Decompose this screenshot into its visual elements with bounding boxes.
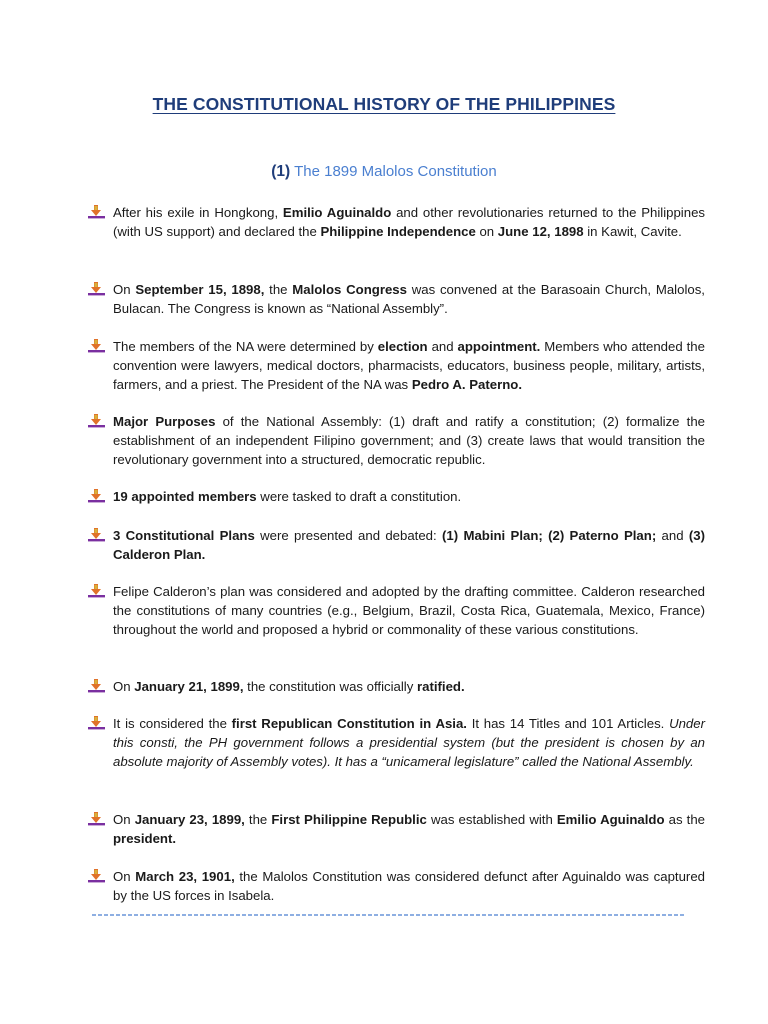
bullet-arrow-icon — [88, 679, 105, 693]
bullet-arrow-icon — [88, 339, 105, 353]
section-label: The 1899 Malolos Constitution — [294, 163, 497, 180]
text-run: September 15, 1898, — [135, 282, 265, 297]
bullet-item — [88, 714, 705, 771]
bullet-text — [113, 280, 705, 318]
text-run: and other revolutionaries returned to the Philippines (with US support) and declared the — [113, 205, 705, 239]
bullet-text — [113, 714, 705, 771]
bullet-text — [113, 677, 705, 696]
bullet-text — [113, 412, 705, 469]
bullet-item — [88, 280, 705, 318]
text-run: On — [113, 812, 135, 827]
page-title-text: THE CONSTITUTIONAL HISTORY OF THE PHILIPPINES — [152, 94, 616, 114]
text-run: March 23, 1901, — [135, 869, 235, 884]
text-run: president. — [113, 831, 177, 846]
bullet-arrow-icon — [88, 414, 105, 428]
text-run: the constitution was officially — [243, 679, 417, 694]
text-run: June 12, 1898 — [497, 224, 584, 239]
bullet-item — [88, 412, 705, 469]
bullet-item — [88, 677, 705, 696]
bullet-arrow-icon — [88, 205, 105, 219]
bullet-item — [88, 526, 705, 564]
text-run: the — [264, 282, 293, 297]
text-run: as the — [664, 812, 706, 827]
dashed-divider — [92, 914, 686, 916]
text-run: on — [475, 224, 498, 239]
text-run: It has 14 Titles and 101 Articles. — [466, 716, 670, 731]
text-run: 19 appointed members — [113, 489, 257, 504]
text-run: On — [113, 282, 136, 297]
bullet-item — [88, 810, 705, 848]
bullet-text — [113, 203, 705, 241]
text-run: the Malolos Constitution was considered defunct after Aguinaldo was captured by the US forces in Isabela. — [113, 869, 705, 903]
bullet-text — [113, 526, 705, 564]
text-run: ratified. — [417, 679, 465, 694]
text-run: 3 Constitutional Plans — [113, 528, 255, 543]
bullet-arrow-icon — [88, 584, 105, 598]
bullet-arrow-icon — [88, 528, 105, 542]
text-run: and — [427, 339, 458, 354]
page-title — [0, 94, 768, 115]
text-run: January 21, 1899, — [134, 679, 244, 694]
text-run: Pedro A. Paterno. — [411, 377, 522, 392]
text-run: appointment. — [457, 339, 541, 354]
text-run: (3) Calderon Plan. — [113, 528, 705, 562]
text-run: Emilio Aguinaldo — [282, 205, 392, 220]
bullet-arrow-icon — [88, 812, 105, 826]
bullet-item — [88, 337, 705, 394]
bullet-arrow-icon — [88, 282, 105, 296]
text-run: On — [113, 869, 136, 884]
text-run: Major Purposes — [113, 414, 216, 429]
text-run: (1) Mabini Plan; (2) Paterno Plan; — [442, 528, 657, 543]
bullet-arrow-icon — [88, 869, 105, 883]
text-run: After his exile in Hongkong, — [113, 205, 283, 220]
bullet-item — [88, 582, 705, 639]
text-run: and — [656, 528, 689, 543]
text-run: election — [377, 339, 428, 354]
text-run: was established with — [426, 812, 557, 827]
section-number: (1) — [271, 163, 291, 180]
section-heading — [0, 163, 768, 181]
text-run: Under this consti, the PH government follows a presidential system (but the president is chosen by an absolute majority of Assembly votes). It has a “unicameral legislature” called the National Assembly. — [113, 716, 705, 769]
text-run: were tasked to draft a constitution. — [256, 489, 462, 504]
bullet-item — [88, 203, 705, 241]
text-run: First Philippine Republic — [271, 812, 427, 827]
text-run: were presented and debated: — [254, 528, 443, 543]
text-run: Philippine Independence — [320, 224, 476, 239]
bullet-item — [88, 487, 705, 506]
text-run: The members of the NA were determined by — [113, 339, 378, 354]
text-run: January 23, 1899, — [134, 812, 245, 827]
text-run: first Republican Constitution in Asia. — [231, 716, 467, 731]
text-run: was convened at the Barasoain Church, Malolos, Bulacan. The Congress is known as “National Assembly”. — [113, 282, 705, 316]
bullet-text — [113, 582, 705, 639]
text-run: Malolos Congress — [292, 282, 407, 297]
bullet-arrow-icon — [88, 716, 105, 730]
text-run: Felipe Calderon’s plan was considered and adopted by the drafting committee. Calderon researched the constitutions of many countries (e.g., Belgium, Brazil, Costa Rica, Guatemala, Mexico, France) throughout the world and proposed a hybrid or commonality of these various constitutions. — [113, 584, 705, 637]
text-run: the — [244, 812, 272, 827]
text-run: It is considered the — [113, 716, 232, 731]
text-run: Emilio Aguinaldo — [556, 812, 665, 827]
bullet-text — [113, 487, 705, 506]
bullet-arrow-icon — [88, 489, 105, 503]
text-run: in Kawit, Cavite. — [583, 224, 682, 239]
bullet-text — [113, 810, 705, 848]
text-run: Members who attended the convention were lawyers, medical doctors, pharmacists, educators, business people, military, artists, farmers, and a priest. The President of the NA was — [113, 339, 705, 392]
text-run: On — [113, 679, 135, 694]
bullet-text — [113, 337, 705, 394]
bullet-text — [113, 867, 705, 905]
text-run: of the National Assembly: (1) draft and ratify a constitution; (2) formalize the establishment of an independent Filipino government; and (3) create laws that would transition the revolutionary government into a structured, democratic republic. — [113, 414, 706, 467]
bullet-item — [88, 867, 705, 905]
